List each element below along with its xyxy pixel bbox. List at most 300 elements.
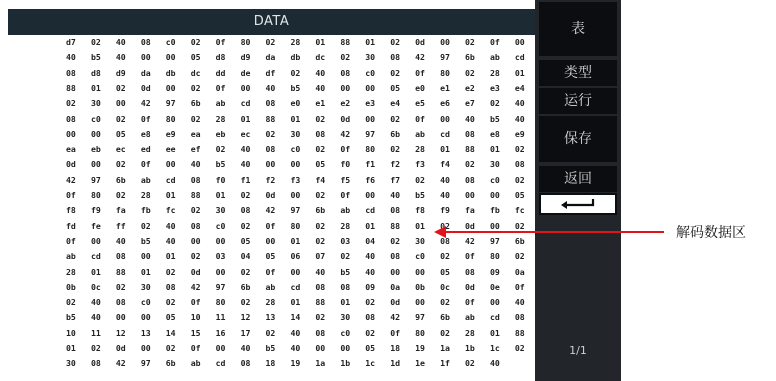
data-byte: 02 [290,67,301,78]
data-byte: 1a [315,358,326,369]
data-byte: 1e [415,358,425,369]
data-byte: 40 [90,312,101,323]
data-byte: 0f [514,281,525,292]
data-byte: 40 [165,235,176,246]
data-byte: 08 [465,128,475,139]
callout-arrow-head-icon [434,226,446,238]
data-byte: 04 [365,235,376,246]
data-byte: 40 [465,113,475,124]
data-byte: 0f [415,113,425,124]
data-byte: f0 [215,174,226,185]
data-byte: 00 [66,128,76,139]
data-byte: 40 [290,327,301,338]
data-byte: cd [240,98,251,109]
back-softkey[interactable] [539,166,617,192]
data-byte: 02 [265,37,276,47]
data-byte: e0 [415,82,425,93]
data-byte: 08 [315,281,326,292]
data-byte: 00 [240,82,251,93]
data-byte: d8 [90,67,101,78]
data-byte: f3 [290,174,301,185]
data-byte: e1 [440,82,450,93]
save-softkey[interactable] [539,116,617,162]
data-byte: c0 [290,144,301,155]
data-byte: f8 [66,205,76,216]
data-byte: ec [115,144,126,155]
data-byte: 02 [90,37,101,47]
data-byte: 0f [465,297,475,308]
data-byte: 6b [315,205,326,216]
data-byte: 02 [390,235,401,246]
data-byte: 42 [340,128,351,139]
data-byte: 08 [315,327,326,338]
data-byte: f1 [365,159,376,170]
data-byte: 08 [465,174,475,185]
return-button[interactable] [539,193,617,215]
data-byte: e1 [315,98,326,109]
data-byte: cd [215,358,226,369]
data-byte: 02 [140,220,151,231]
data-byte: 09 [489,266,500,277]
data-byte: 0f [390,327,401,338]
data-byte: 80 [290,220,301,231]
type-softkey[interactable] [539,60,617,86]
data-byte: 80 [215,297,226,308]
data-byte: fc [514,205,525,216]
data-byte: e9 [165,128,176,139]
data-byte: 40 [440,174,450,185]
data-byte: 00 [390,266,401,277]
decode-area-callout: 解码数据区 [676,225,746,241]
data-byte: d9 [240,52,251,63]
data-byte: ea [190,128,201,139]
data-byte: 02 [440,251,450,262]
data-byte: 01 [365,220,376,231]
data-byte: ab [489,52,500,63]
data-byte: e0 [290,98,301,109]
data-byte: 40 [315,82,326,93]
data-byte: 30 [140,281,151,292]
data-byte: 01 [290,235,301,246]
data-byte: 08 [390,251,401,262]
data-byte: 0b [66,281,76,292]
data-byte: 0f [489,37,500,47]
data-byte: 0d [190,266,201,277]
data-byte: f1 [240,174,251,185]
data-byte: 0a [514,266,525,277]
data-byte: 6b [240,281,251,292]
data-byte: c0 [165,37,176,47]
data-byte: 02 [390,67,401,78]
data-byte: 01 [290,297,301,308]
data-byte: 08 [90,358,101,369]
data-byte: 02 [390,113,401,124]
data-byte: 40 [489,358,500,369]
data-byte: 80 [90,190,101,200]
data-byte: 97 [165,98,176,109]
data-byte: 02 [315,312,326,323]
data-byte: 08 [190,174,201,185]
data-byte: 40 [514,297,525,308]
data-byte: ee [165,144,176,155]
data-byte: 05 [365,343,376,353]
data-byte: b5 [415,190,425,200]
data-byte: 40 [90,297,101,308]
data-byte: 02 [315,190,326,200]
data-byte: 02 [340,251,351,262]
data-byte: 30 [215,205,226,216]
data-byte: 02 [514,220,525,231]
data-byte: 18 [265,358,276,369]
data-byte: 00 [215,266,226,277]
data-byte: 0c [90,281,101,292]
data-byte: 01 [340,297,351,308]
data-byte: 00 [514,37,525,47]
data-byte: 00 [140,52,151,63]
data-byte: 88 [115,266,126,277]
data-byte: 10 [190,312,201,323]
data-byte: 97 [215,281,226,292]
data-byte: 1c [489,343,500,353]
data-byte: 80 [240,37,251,47]
data-byte: 0d [465,281,475,292]
data-byte: c0 [90,113,101,124]
data-byte: 02 [240,220,251,231]
data-byte: 00 [115,98,126,109]
data-byte: 0f [340,144,351,155]
data-byte: 80 [440,67,450,78]
data-byte: 01 [165,251,176,262]
data-byte: f3 [415,159,425,170]
data-byte: 01 [514,67,525,78]
data-byte: 6b [514,235,525,246]
data-byte: 02 [90,343,101,353]
data-byte: 19 [290,358,301,369]
data-byte: 28 [265,297,276,308]
data-byte: 10 [66,327,76,338]
data-byte: c0 [340,327,351,338]
data-byte: 0f [140,159,151,170]
data-byte: 05 [190,52,201,63]
data-byte: 08 [340,281,351,292]
data-byte: fb [489,205,500,216]
data-byte: 13 [140,327,151,338]
data-byte: 6b [440,312,450,323]
data-byte: fa [115,205,126,216]
data-byte: 42 [190,281,201,292]
data-byte: 40 [265,82,276,93]
data-byte: 0f [415,67,425,78]
data-byte: 02 [240,297,251,308]
data-byte: 42 [415,52,425,63]
data-byte: 00 [115,312,126,323]
data-byte: cd [514,52,525,63]
data-byte: 6b [115,174,126,185]
data-byte: cd [90,251,101,262]
data-byte: 6b [390,128,401,139]
data-byte: 28 [340,220,351,231]
data-byte: 40 [115,52,126,63]
data-byte: 00 [90,235,101,246]
data-byte: 00 [465,190,475,200]
data-byte: 01 [90,82,101,93]
data-byte: ff [115,220,126,231]
data-byte: 02 [66,98,76,109]
data-byte: 02 [440,327,450,338]
data-byte: 0f [215,82,226,93]
data-byte: 28 [290,37,301,47]
data-byte: da [140,67,151,78]
data-byte: 01 [66,343,76,353]
data-byte: fa [465,205,475,216]
data-byte: 02 [240,190,251,200]
data-byte: ec [240,128,251,139]
data-byte: cd [290,281,301,292]
data-byte: 0f [66,235,76,246]
data-byte: e3 [365,98,376,109]
data-byte: cd [489,312,500,323]
data-byte: 02 [465,67,475,78]
data-byte: c0 [140,297,151,308]
data-byte: ab [465,312,475,323]
data-byte: 80 [489,251,500,262]
data-byte: 0d [265,190,276,200]
data-byte: ed [140,144,151,155]
data-byte: 08 [390,52,401,63]
data-byte: 42 [140,98,151,109]
data-byte: c0 [215,220,226,231]
data-byte: 40 [365,266,376,277]
data-byte: 00 [215,343,226,353]
data-byte: 00 [489,190,500,200]
data-byte: 88 [340,37,351,47]
data-byte: 88 [390,220,401,231]
data-byte: 42 [465,235,475,246]
data-byte: 11 [90,327,101,338]
data-byte: ab [66,251,76,262]
data-byte: e8 [489,128,500,139]
data-byte: 02 [315,235,326,246]
data-byte: 02 [440,297,450,308]
data-byte: 11 [215,312,226,323]
data-byte: 40 [165,220,176,231]
data-byte: 08 [190,220,201,231]
run-label: 运行 [564,93,592,109]
data-byte: f4 [315,174,326,185]
data-byte: f8 [415,205,425,216]
data-byte: 0f [140,113,151,124]
data-byte: 02 [265,128,276,139]
data-byte: 08 [440,235,450,246]
data-byte: e3 [489,82,500,93]
data-byte: 06 [290,251,301,262]
data-byte: 40 [240,343,251,353]
data-byte: 01 [489,144,500,155]
data-byte: 09 [365,281,376,292]
data-byte: fe [90,220,101,231]
data-byte: 0f [190,343,201,353]
data-byte: 05 [390,82,401,93]
data-byte: 02 [315,144,326,155]
data-byte: 1f [440,358,450,369]
data-byte: b5 [215,159,226,170]
data-byte: 00 [365,113,376,124]
data-byte: 15 [190,327,201,338]
data-byte: 05 [240,235,251,246]
data-byte: 02 [390,144,401,155]
data-byte: 40 [514,98,525,109]
data-byte: 14 [165,327,176,338]
data-byte: db [290,52,301,63]
data-byte: 00 [290,190,301,200]
data-byte: 88 [66,82,76,93]
data-byte: 08 [514,312,525,323]
data-byte: 0d [66,159,76,170]
data-byte: 01 [365,37,376,47]
data-byte: 0f [265,220,276,231]
data-byte: 88 [315,297,326,308]
data-byte: 02 [115,281,126,292]
data-byte: 1b [340,358,351,369]
data-byte: dd [215,67,226,78]
data-byte: 08 [240,358,251,369]
data-byte: 40 [115,37,126,47]
data-byte: 01 [90,266,101,277]
data-byte: ab [190,358,201,369]
data-byte: eb [215,128,226,139]
data-byte: 02 [115,82,126,93]
data-byte: 01 [489,327,500,338]
data-byte: 13 [265,312,276,323]
data-byte: 28 [140,190,151,200]
data-byte: 0f [190,297,201,308]
data-byte: f2 [265,174,276,185]
run-softkey[interactable] [539,88,617,114]
data-byte: 00 [489,297,500,308]
data-byte: 05 [165,312,176,323]
data-byte: 02 [190,82,201,93]
data-byte: 40 [66,52,76,63]
data-byte: 0d [390,297,401,308]
data-byte: 6b [190,98,201,109]
data-byte: 02 [115,159,126,170]
data-byte: 00 [365,190,376,200]
data-byte: 02 [340,52,351,63]
data-byte: 00 [315,343,326,353]
data-byte: 0c [440,281,450,292]
data-byte: 6b [165,358,176,369]
data-byte: 05 [115,128,126,139]
data-byte: 1d [390,358,401,369]
table-label: 表 [571,21,585,37]
data-byte: 07 [315,251,326,262]
data-byte: 97 [415,312,425,323]
data-byte: 01 [315,37,326,47]
data-byte: 97 [440,52,450,63]
type-label: 类型 [564,65,592,81]
data-byte: 05 [265,251,276,262]
data-byte: 00 [290,266,301,277]
data-byte: 42 [390,312,401,323]
data-byte: 01 [140,266,151,277]
data-byte: 08 [115,251,126,262]
data-byte: 97 [365,128,376,139]
data-byte: cd [165,174,176,185]
data-byte: e4 [390,98,401,109]
data-byte: 08 [365,312,376,323]
data-byte: 97 [90,174,101,185]
data-byte: 80 [165,113,176,124]
data-byte: 40 [365,251,376,262]
data-byte: 42 [115,358,126,369]
data-byte: 02 [115,190,126,200]
data-byte: 30 [340,312,351,323]
data-byte: 40 [190,159,201,170]
data-byte: 02 [315,220,326,231]
data-byte: 00 [440,113,450,124]
softkey-menu [535,0,621,381]
data-byte: 40 [440,190,450,200]
data-byte: b5 [489,113,500,124]
data-byte: 88 [465,144,475,155]
data-byte: 16 [215,327,226,338]
data-byte: 30 [365,52,376,63]
data-byte: 14 [290,312,301,323]
data-byte: f4 [440,159,450,170]
data-byte: fc [165,205,176,216]
data-byte: 0f [340,190,351,200]
data-byte: 18 [390,343,401,353]
data-byte: 00 [165,159,176,170]
data-byte: 01 [415,220,425,231]
data-byte: 03 [340,235,351,246]
data-byte: 97 [290,205,301,216]
data-byte: 02 [390,37,401,47]
data-byte: 0d [340,113,351,124]
data-byte: 0f [265,266,276,277]
data-title: DATA [8,9,535,35]
data-byte: 01 [290,113,301,124]
data-byte: 40 [390,190,401,200]
data-byte: eb [90,144,101,155]
return-arrow-icon [541,195,615,213]
data-byte: 00 [215,235,226,246]
data-byte: 02 [190,113,201,124]
data-byte: 02 [440,220,450,231]
data-byte: ef [190,144,201,155]
data-byte: 02 [465,159,475,170]
data-byte: 08 [165,281,176,292]
data-byte: b5 [340,266,351,277]
data-byte: 88 [190,190,201,200]
data-byte: 02 [215,144,226,155]
data-byte: 00 [340,82,351,93]
data-byte: b5 [265,343,276,353]
data-byte: e8 [140,128,151,139]
data-byte: 30 [415,235,425,246]
data-byte: 97 [140,358,151,369]
data-byte: 08 [240,205,251,216]
data-byte: fb [140,205,151,216]
data-byte: ab [215,98,226,109]
data-byte: 08 [115,297,126,308]
data-byte: b5 [66,312,76,323]
data-byte: 08 [514,159,525,170]
data-byte: 0f [215,37,226,47]
data-byte: d9 [115,67,126,78]
table-softkey[interactable] [539,2,617,56]
data-byte: e9 [514,128,525,139]
